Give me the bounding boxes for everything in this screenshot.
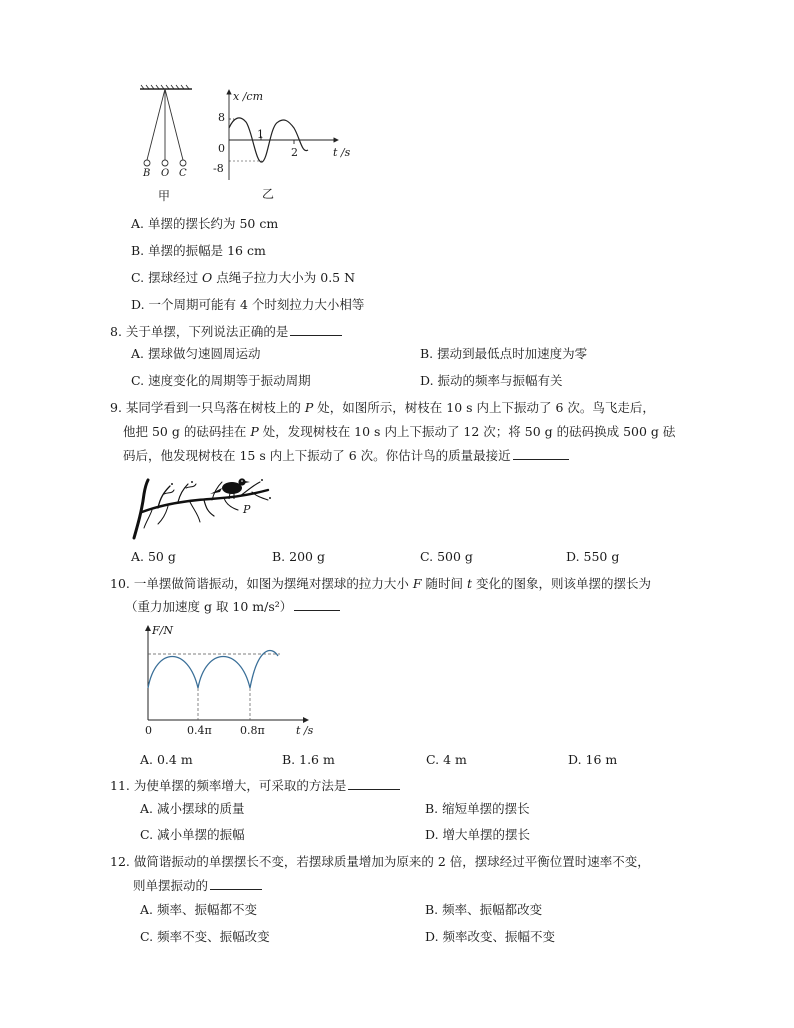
answer-blank [290,323,342,336]
answer-blank [513,447,569,460]
branch-point-label: P [243,503,251,516]
q10-option-c: C. 4 m [426,752,467,767]
q9-line-1: 9. 某同学看到一只鸟落在树枝上的 P 处，如图所示，树枝在 10 s 内上下振动了 6 次。鸟飞走后， [110,400,655,415]
q10-line-1: 10. 一单摆做简谐振动，如图为摆绳对摆球的拉力大小 F 随时间 t 变化的图象，则该单摆的摆长为 [110,576,651,591]
pendulum-caption: 甲 [158,189,171,203]
q12-option-a: A. 频率、振幅都不变 [140,902,257,917]
q9-line-3: 码后，他发现树枝在 15 s 内上下振动了 6 次。你估计鸟的质量最接近 [123,447,569,465]
q12-line-1: 12. 做简谐振动的单摆摆长不变，若摆球质量增加为原来的 2 倍，摆球经过平衡位置时速率不变， [110,854,650,869]
q7-option-d: D. 一个周期可能有 4 个时刻拉力大小相等 [131,297,365,312]
q9-option-b: B. 200 g [272,549,325,564]
q12-option-d: D. 频率改变、振幅不变 [425,929,556,944]
xt-x-axis-label: t /s [333,146,351,159]
ft-x-tick-0: 0 [145,724,152,737]
ft-x-tick-08pi: 0.8π [240,724,265,737]
q12-option-b: B. 频率、振幅都改变 [425,902,543,917]
q9-option-c: C. 500 g [420,549,473,564]
q11-option-c: C. 减小单摆的振幅 [140,827,245,842]
xt-x-tick-2: 2 [291,146,298,159]
xt-y-tick-neg8: -8 [213,162,224,175]
q10-option-a: A. 0.4 m [140,752,193,767]
answer-blank [210,877,262,890]
xt-x-tick-1: 1 [257,128,264,141]
pendulum-label-b: B [143,168,151,179]
xt-y-axis-label: x /cm [233,90,263,103]
q9-line-2: 他把 50 g 的砝码挂在 P 处，发现树枝在 10 s 内上下振动了 12 次；将 50 g 的砝码换成 500 g 砝 [123,424,676,439]
xt-y-tick-8: 8 [218,111,225,124]
xt-caption: 乙 [262,187,275,201]
q10-option-b: B. 1.6 m [282,752,335,767]
q12-option-c: C. 频率不变、振幅改变 [140,929,270,944]
answer-blank [294,598,340,611]
q8-option-c: C. 速度变化的周期等于振动周期 [131,373,311,388]
q8-option-b: B. 摆动到最低点时加速度为零 [420,346,588,361]
q8-stem: 8. 关于单摆，下列说法正确的是 [110,323,342,341]
q12-line-2: 则单摆振动的 [133,877,262,895]
q7-option-c: C. 摆球经过 O 点绳子拉力大小为 0.5 N [131,270,356,285]
q10-line-2: （重力加速度 g 取 10 m/s²） [125,598,340,616]
pendulum-label-o: O [161,168,170,179]
pendulum-label-c: C [179,168,187,179]
branch-bird-figure [128,472,280,542]
q11-option-b: B. 缩短单摆的摆长 [425,801,530,816]
q9-option-a: A. 50 g [131,549,176,564]
ft-x-axis-label: t /s [296,724,314,737]
ft-x-tick-04pi: 0.4π [187,724,212,737]
q9-option-d: D. 550 g [566,549,620,564]
q8-option-d: D. 振动的频率与振幅有关 [420,373,563,388]
q11-option-a: A. 减小摆球的质量 [140,801,245,816]
q11-option-d: D. 增大单摆的摆长 [425,827,531,842]
q7-option-a: A. 单摆的摆长约为 50 cm [131,216,279,231]
answer-blank [348,777,400,790]
q7-option-b: B. 单摆的振幅是 16 cm [131,243,266,258]
ft-y-axis-label: F/N [152,624,173,637]
q11-stem: 11. 为使单摆的频率增大，可采取的方法是 [110,777,400,795]
q10-option-d: D. 16 m [568,752,618,767]
xt-y-tick-0: 0 [218,142,225,155]
ft-graph [140,622,320,726]
q8-option-a: A. 摆球做匀速圆周运动 [131,346,261,361]
